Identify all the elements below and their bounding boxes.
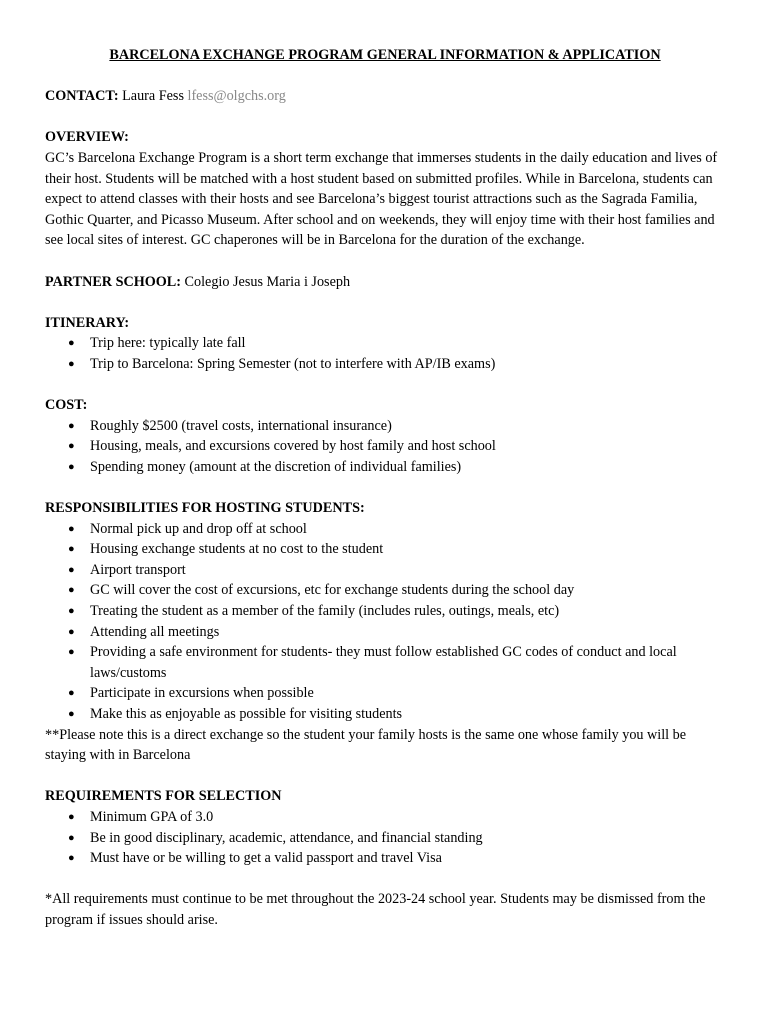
list-item: ● Treating the student as a member of the family (includes rules, outings, meals, etc) xyxy=(45,601,725,622)
responsibilities-list xyxy=(45,519,725,725)
cost-heading: COST: xyxy=(45,397,88,414)
list-item: ● Roughly $2500 (travel costs, international insurance) xyxy=(45,416,725,437)
partner-school-value: Colegio Jesus Maria i Joseph xyxy=(184,273,351,290)
partner-school-line xyxy=(45,272,725,293)
requirements-heading: REQUIREMENTS FOR SELECTION xyxy=(45,788,282,805)
requirements-footnote: *All requirements must continue to be met throughout the 2023-24 school year. Students may be dismissed from the program if issues should arise. xyxy=(45,891,706,928)
partner-school-label: PARTNER SCHOOL: xyxy=(45,273,181,290)
exchange-note: **Please note this is a direct exchange so the student your family hosts is the same one whose family you will be staying with in Barcelona xyxy=(45,726,687,764)
itinerary-heading: ITINERARY: xyxy=(45,314,130,331)
contact-line xyxy=(45,86,725,107)
contact-name: Laura Fess xyxy=(122,88,184,105)
list-item: ● Providing a safe environment for students- they must follow established GC codes of conduct and local laws/customs xyxy=(45,642,725,683)
list-item: ● Housing, meals, and excursions covered by host family and host school xyxy=(45,436,725,457)
itinerary-list xyxy=(45,333,725,374)
contact-label: CONTACT: xyxy=(45,88,119,105)
list-item: ● Minimum GPA of 3.0 xyxy=(45,807,725,828)
list-item: ● Make this as enjoyable as possible for visiting students xyxy=(45,704,725,725)
list-item: ● Trip here: typically late fall xyxy=(45,333,725,354)
document-title: BARCELONA EXCHANGE PROGRAM GENERAL INFORMATION & APPLICATION xyxy=(109,47,661,63)
list-item: ● Attending all meetings xyxy=(45,622,725,643)
overview-text: GC’s Barcelona Exchange Program is a short term exchange that immerses students in the daily education and lives of their host. Students will be matched with a host student based on submitted profiles. While in Barcelona, students can expect to attend classes with their hosts and see Barcelona’s biggest tourist attractions such as the Sagrada Familia, Gothic Quarter, and Picasso Museum. After school and on weekends, they will enjoy time with their host families and see local sites of interest. GC chaperones will be in Barcelona for the duration of the exchange. xyxy=(45,149,718,249)
list-item: ● GC will cover the cost of excursions, etc for exchange students during the school day xyxy=(45,580,725,601)
requirements-list xyxy=(45,807,725,869)
overview-heading: OVERVIEW: xyxy=(45,129,129,146)
list-item: ● Housing exchange students at no cost to the student xyxy=(45,539,725,560)
contact-email-link[interactable]: lfess@olgchs.org xyxy=(187,88,286,105)
list-item: ● Participate in excursions when possible xyxy=(45,683,725,704)
list-item: ● Spending money (amount at the discretion of individual families) xyxy=(45,457,725,478)
list-item: ● Normal pick up and drop off at school xyxy=(45,519,725,540)
list-item: ● Airport transport xyxy=(45,560,725,581)
list-item: ● Be in good disciplinary, academic, attendance, and financial standing xyxy=(45,828,725,849)
responsibilities-heading: RESPONSIBILITIES FOR HOSTING STUDENTS: xyxy=(45,500,365,517)
list-item: ● Must have or be willing to get a valid passport and travel Visa xyxy=(45,848,725,869)
cost-list xyxy=(45,416,725,478)
list-item: ● Trip to Barcelona: Spring Semester (not to interfere with AP/IB exams) xyxy=(45,354,725,375)
